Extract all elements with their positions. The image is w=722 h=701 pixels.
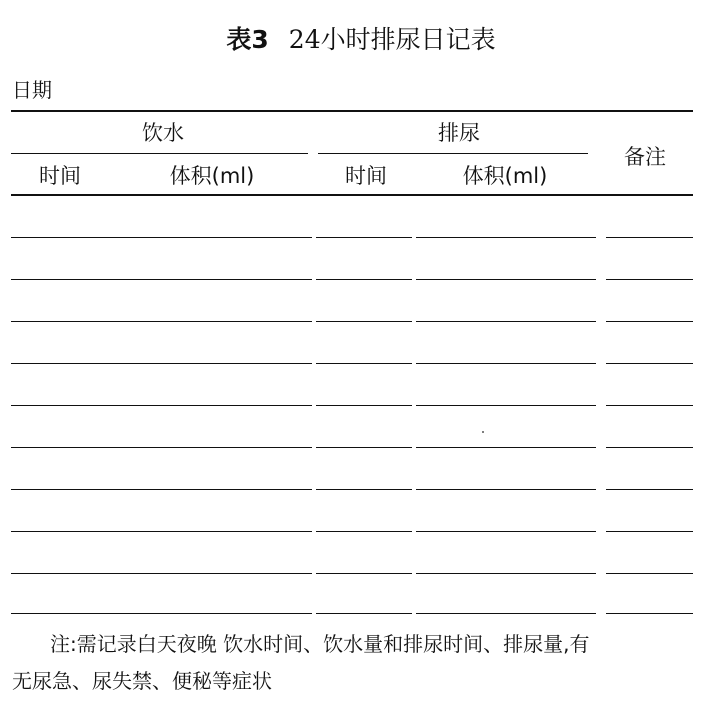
row-rule-segment: [11, 573, 123, 574]
row-rule-segment: [416, 573, 596, 574]
row-rule-segment: [116, 363, 312, 364]
row-rule-segment: [116, 489, 312, 490]
row-rule-segment: [416, 363, 596, 364]
row-rule-segment: [416, 237, 596, 238]
row-rule-segment: [606, 489, 693, 490]
row-rule-segment: [606, 573, 693, 574]
drink-group-header: 饮水: [142, 121, 184, 145]
urine-time-header: 时间: [345, 164, 387, 188]
urine-group-header: 排尿: [438, 121, 480, 145]
row-rule-segment: [606, 613, 693, 614]
scan-speck: [482, 431, 484, 433]
date-label: 日期: [12, 78, 52, 102]
row-rule-segment: [116, 405, 312, 406]
row-rule-segment: [116, 613, 312, 614]
row-rule-segment: [606, 405, 693, 406]
row-rule-segment: [316, 237, 412, 238]
row-rule-segment: [116, 279, 312, 280]
row-rule-segment: [116, 447, 312, 448]
row-rule-segment: [416, 321, 596, 322]
row-rule-segment: [316, 613, 412, 614]
row-rule-segment: [11, 363, 123, 364]
header-bottom-rule: [11, 194, 693, 196]
row-rule-segment: [316, 573, 412, 574]
row-rule-segment: [606, 531, 693, 532]
urine-group-rule: [318, 153, 588, 154]
drink-group-rule: [11, 153, 308, 154]
row-rule-segment: [316, 447, 412, 448]
row-rule-segment: [416, 447, 596, 448]
remarks-header: 备注: [624, 145, 666, 169]
row-rule-segment: [316, 363, 412, 364]
row-rule-segment: [316, 405, 412, 406]
row-rule-segment: [11, 613, 123, 614]
row-rule-segment: [116, 531, 312, 532]
row-rule-segment: [11, 531, 123, 532]
row-rule-segment: [116, 237, 312, 238]
drink-volume-header: 体积(ml): [169, 164, 255, 188]
row-rule-segment: [606, 237, 693, 238]
table-title: [0, 24, 722, 56]
row-rule-segment: [606, 363, 693, 364]
footnote: [12, 626, 712, 700]
footnote-line-1: 注:需记录白天夜晚 饮水时间、饮水量和排尿时间、排尿量,有: [50, 632, 590, 656]
row-rule-segment: [11, 447, 123, 448]
row-rule-segment: [416, 613, 596, 614]
row-rule-segment: [606, 447, 693, 448]
urine-volume-header: 体积(ml): [462, 164, 548, 188]
row-rule-segment: [316, 321, 412, 322]
row-rule-segment: [116, 573, 312, 574]
row-rule-segment: [116, 321, 312, 322]
table-top-rule: [11, 110, 693, 112]
row-rule-segment: [416, 531, 596, 532]
drink-time-header: 时间: [39, 164, 81, 188]
table-number: 表3: [226, 25, 269, 54]
row-rule-segment: [416, 489, 596, 490]
row-rule-segment: [606, 279, 693, 280]
row-rule-segment: [316, 489, 412, 490]
table-title-text: 24小时排尿日记表: [288, 25, 496, 54]
row-rule-segment: [11, 489, 123, 490]
row-rule-segment: [316, 531, 412, 532]
row-rule-segment: [11, 321, 123, 322]
row-rule-segment: [416, 405, 596, 406]
row-rule-segment: [316, 279, 412, 280]
row-rule-segment: [11, 279, 123, 280]
row-rule-segment: [11, 405, 123, 406]
row-rule-segment: [606, 321, 693, 322]
footnote-line-2: 无尿急、尿失禁、便秘等症状: [12, 669, 272, 693]
row-rule-segment: [11, 237, 123, 238]
row-rule-segment: [416, 279, 596, 280]
